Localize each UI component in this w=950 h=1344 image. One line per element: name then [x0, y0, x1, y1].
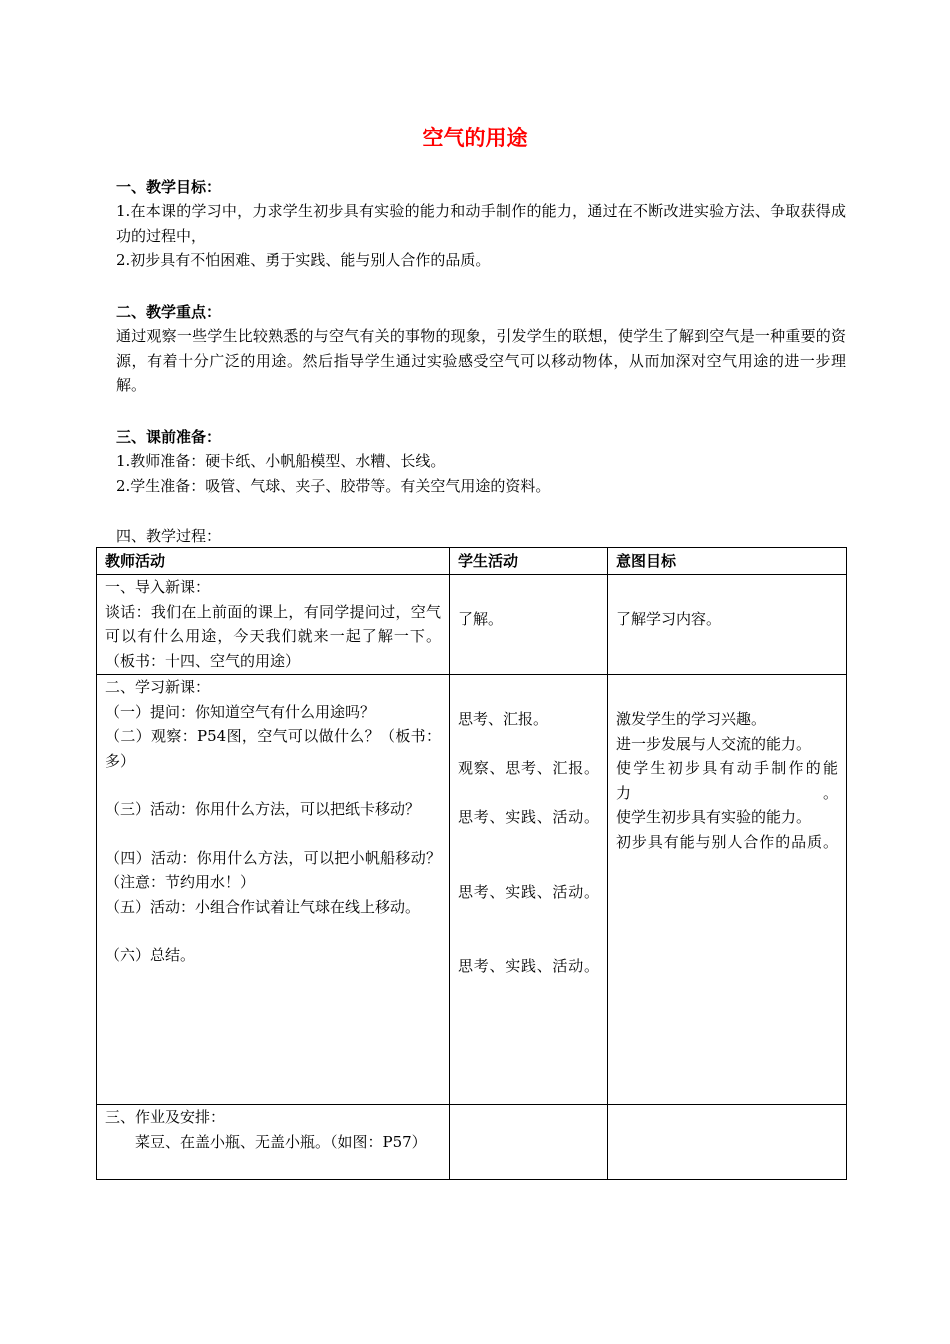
key-points-section: [116, 300, 846, 398]
student-line: 观察、思考、汇报。: [458, 758, 599, 777]
student-cell: [450, 575, 608, 675]
teacher-line: （二）观察：P54图，空气可以做什么？（板书：多）: [105, 727, 441, 770]
student-line: 了解。: [458, 610, 504, 628]
table-row: [97, 675, 847, 1105]
objective-item: 2.初步具有不怕困难、勇于实践、能与别人合作的品质。: [116, 251, 491, 269]
goal-line: 初步具有能与别人合作的品质。: [616, 832, 838, 851]
teacher-line: （三）活动：你用什么方法，可以把纸卡移动？: [105, 800, 421, 818]
student-line: 思考、汇报。: [458, 710, 549, 728]
teacher-cell: [97, 675, 450, 1105]
goal-cell: [608, 575, 847, 675]
table-header-row: [97, 548, 847, 575]
teaching-process-table: [96, 547, 847, 1180]
goal-line: 使学生初步具有动手制作的能力。: [616, 759, 838, 802]
goal-cell: [608, 1105, 847, 1180]
key-points-text: 通过观察一些学生比较熟悉的与空气有关的事物的现象，引发学生的联想，使学生了解到空气是一种重要的资源，有着十分广泛的用途。然后指导学生通过实验感受空气可以移动物体，从而加深对空气用途的进一步理解。: [116, 327, 846, 394]
student-cell: [450, 675, 608, 1105]
column-header-student: 学生活动: [450, 548, 608, 575]
goal-line: 激发学生的学习兴趣。: [616, 710, 767, 728]
table-row: [97, 575, 847, 675]
teacher-line: （五）活动：小组合作试着让气球在线上移动。: [105, 897, 421, 916]
key-points-heading: 二、教学重点：: [116, 303, 222, 321]
goal-cell: [608, 675, 847, 1105]
teacher-line: 一、导入新课：: [105, 578, 211, 596]
goal-line: 进一步发展与人交流的能力。: [616, 734, 812, 753]
goal-line: 使学生初步具有实验的能力。: [616, 808, 812, 826]
objective-item: 1.在本课的学习中，力求学生初步具有实验的能力和动手制作的能力，通过在不断改进实验方法、争取获得成功的过程中，: [116, 202, 846, 245]
objectives-section: [116, 175, 846, 273]
preparation-item: 2.学生准备：吸管、气球、夹子、胶带等。有关空气用途的资料。: [116, 476, 551, 495]
page-title: 空气的用途: [422, 126, 528, 150]
column-header-teacher: 教师活动: [97, 548, 450, 575]
goal-line: 了解学习内容。: [616, 610, 722, 628]
teacher-line: （六）总结。: [105, 946, 196, 964]
teacher-cell: [97, 1105, 450, 1180]
table-row: [97, 1105, 847, 1180]
preparation-item: 1.教师准备：硬卡纸、小帆船模型、水糟、长线。: [116, 452, 446, 470]
teacher-line: 谈话：我们在上前面的课上，有同学提问过，空气可以有什么用途，今天我们就来一起了解一下。（板书：十四、空气的用途）: [105, 602, 441, 670]
student-cell: [450, 1105, 608, 1180]
student-line: 思考、实践、活动。: [458, 882, 599, 901]
student-line: 思考、实践、活动。: [458, 808, 599, 826]
teacher-line: 二、学习新课：: [105, 678, 211, 696]
preparation-section: [116, 425, 846, 498]
process-heading: 四、教学过程：: [116, 527, 222, 545]
column-header-goal: 意图目标: [608, 548, 847, 575]
teacher-line: 三、作业及安排：: [105, 1108, 226, 1126]
preparation-heading: 三、课前准备：: [116, 428, 222, 446]
teacher-line: （一）提问：你知道空气有什么用途吗？: [105, 702, 376, 721]
teacher-line: （四）活动：你用什么方法，可以把小帆船移动？（注意：节约用水！）: [105, 848, 441, 891]
teacher-cell: [97, 575, 450, 675]
teacher-line: 菜豆、在盖小瓶、无盖小瓶。（如图：P57）: [135, 1132, 427, 1151]
objectives-heading: 一、教学目标：: [116, 178, 222, 196]
student-line: 思考、实践、活动。: [458, 957, 599, 975]
